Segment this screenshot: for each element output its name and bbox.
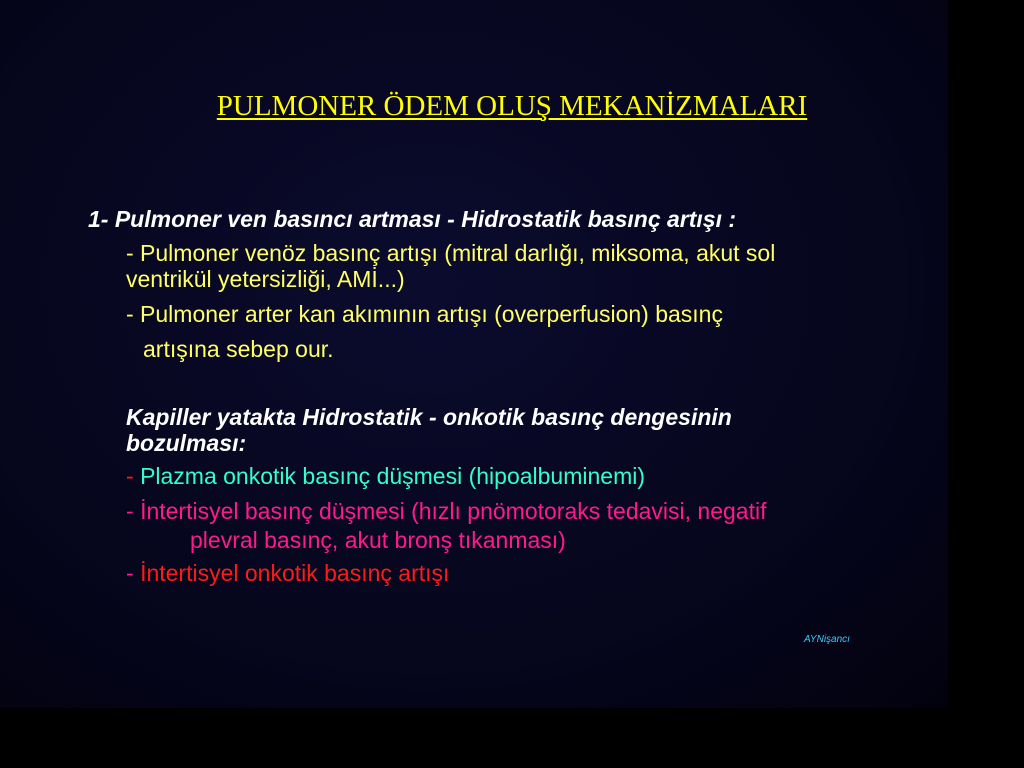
section2-item3	[126, 560, 449, 586]
section2-item1	[126, 463, 645, 489]
section1-item1-line1: - Pulmoner venöz basınç artışı (mitral darlığı, miksoma, akut sol	[126, 240, 776, 266]
section1-item1-line2: ventrikül yetersizliği, AMİ...)	[126, 266, 405, 292]
section2-item2-line2: plevral basınç, akut bronş tıkanması)	[190, 527, 566, 553]
section2-item3-text: İntertisyel onkotik basınç artışı	[140, 560, 450, 586]
author-credit: AYNişancı	[804, 634, 850, 645]
section2-item2	[126, 498, 766, 524]
section2-item1-dash: -	[126, 463, 134, 489]
section2-item2-text: İntertisyel basınç düşmesi (hızlı pnömotoraks tedavisi, negatif	[140, 498, 767, 524]
section1-heading: 1- Pulmoner ven basıncı artması - Hidrostatik basınç artışı :	[88, 206, 737, 232]
slide-title: PULMONER ÖDEM OLUŞ MEKANİZMALARI	[216, 90, 808, 122]
section2-item3-dash: -	[126, 560, 134, 586]
section2-heading-line2: bozulması:	[126, 430, 247, 456]
section2-item1-text: Plazma onkotik basınç düşmesi (hipoalbuminemi)	[140, 463, 646, 489]
section1-item2-line2: artışına sebep our.	[143, 336, 334, 362]
section1-item2-line1: - Pulmoner arter kan akımının artışı (overperfusion) basınç	[126, 301, 723, 327]
section2-item2-dash: -	[126, 498, 134, 524]
section2-heading-line1: Kapiller yatakta Hidrostatik - onkotik basınç dengesinin	[126, 404, 732, 430]
